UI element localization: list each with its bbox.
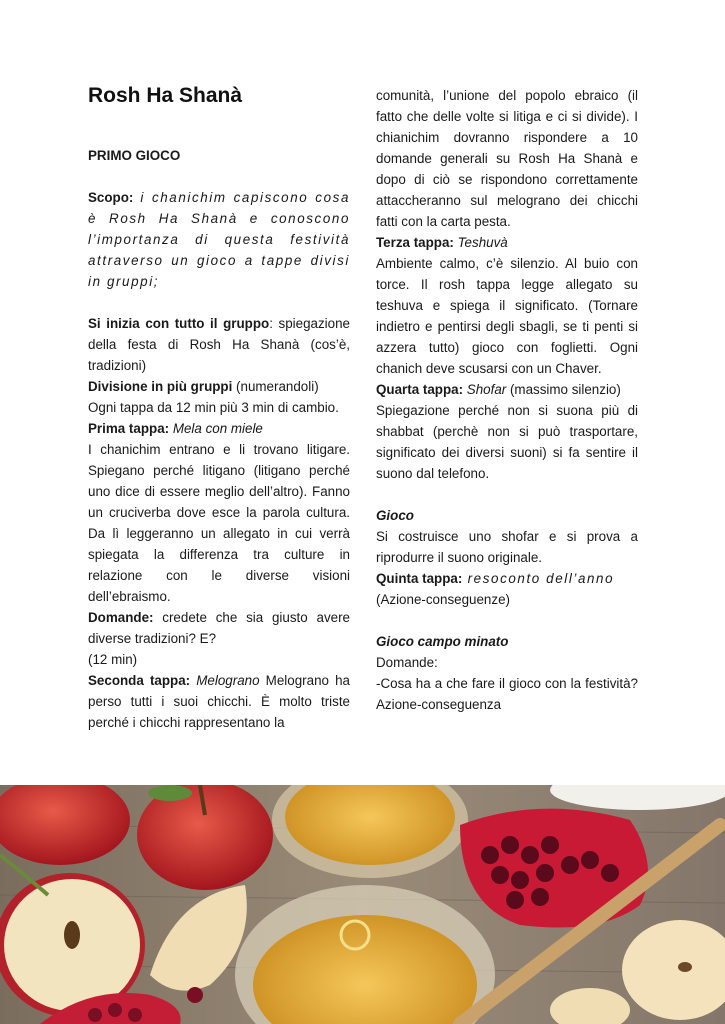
food-photo-illustration <box>0 785 725 1024</box>
inizio-paragraph <box>88 313 350 376</box>
apples-honey-pomegranate-photo <box>0 785 725 1024</box>
durata-text: (12 min) <box>88 652 138 667</box>
seconda-tappa-paragraph <box>88 670 350 733</box>
domande-paragraph <box>88 607 350 649</box>
seconda-tappa-continued: comunità, l’unione del popolo ebraico (il fatto che delle volte si litiga e ci si divide). I chianichim dovranno rispondere a 10 domande generali su Rosh Ha Shanà e dopo di ciò se rispondono correttamente attaccheranno sul melograno dei chicchi fatti con la carta pesta. <box>376 88 638 229</box>
terza-title: Teshuvà <box>453 235 508 250</box>
right-column <box>376 85 638 715</box>
quinta-title: resoconto dell’anno <box>462 571 615 586</box>
tappa-duration-text: Ogni tappa da 12 min più 3 min di cambio. <box>88 400 339 415</box>
scopo-text: i chanichim capiscono cosa è Rosh Ha Shanà e conoscono l’importanza di questa festività attraverso un gioco a tappe divisi in gruppi; <box>88 190 350 289</box>
prima-tappa-text: I chanichim entrano e li trovano litigare. Spiegano perché litigano (litigano perché uno dice di essere meglio dell’altro). Fanno un cruciverba dove esce la parola cultura. Da lì leggeranno un allegato in cui verrà spiegata la differenza tra culture in relazione con le diverse visioni dell’ebraismo. <box>88 442 350 604</box>
quinta-label: Quinta tappa: <box>376 571 463 586</box>
page-title: Rosh Ha Shanà <box>88 84 243 107</box>
seconda-title: Melograno <box>190 673 260 688</box>
prima-label: Prima tappa: <box>88 421 170 436</box>
domande-text: credete che sia giusto avere diverse tradizioni? E? <box>88 610 350 646</box>
quarta-tappa-heading <box>376 379 638 400</box>
gioco-text: Si costruisce uno shofar e si prova a riprodurre il suono originale. <box>376 529 638 565</box>
inizio-label: Si inizia con tutto il gruppo <box>88 316 270 331</box>
campo-minato-heading: Gioco campo minato <box>376 634 509 649</box>
divisione-text: (numerandoli) <box>232 379 319 394</box>
divisione-paragraph <box>88 376 350 397</box>
left-column <box>88 145 350 733</box>
inizio-text: : spiegazione della festa di Rosh Ha Shanà (cos’è, tradizioni) <box>88 316 350 373</box>
scopo-label: Scopo: <box>88 190 134 205</box>
prima-title: Mela con miele <box>169 421 263 436</box>
domande-label: Domande: <box>88 610 154 625</box>
quarta-tappa-text: Spiegazione perché non si suona più di shabbat (perchè non si può trasportare, significato dei diversi suoni) si fa sentire il suono dal telefono. <box>376 403 638 481</box>
seconda-text: Melograno ha perso tutti i suoi chicchi. È molto triste perché i chicchi rappresentano la <box>88 673 350 730</box>
section-heading: PRIMO GIOCO <box>88 148 181 163</box>
terza-label: Terza tappa: <box>376 235 454 250</box>
divisione-label: Divisione in più gruppi <box>88 379 233 394</box>
scopo-paragraph <box>88 187 350 292</box>
campo-text: -Cosa ha a che fare il gioco con la festività? Azione-conseguenza <box>376 676 638 712</box>
terza-tappa-heading <box>376 232 638 253</box>
quarta-note: (massimo silenzio) <box>506 382 621 397</box>
seconda-label: Seconda tappa: <box>88 673 191 688</box>
terza-tappa-text: Ambiente calmo, c’è silenzio. Al buio con torce. Il rosh tappa legge allegato su teshuva e spiega il significato. (Tornare indietro e pentirsi degli sbagli, se ti penti si azzera tutto) gioco con foglietti. Ogni chanich deve scusarsi con un Chaver. <box>376 256 638 376</box>
quarta-label: Quarta tappa: <box>376 382 464 397</box>
apple-top <box>137 785 273 890</box>
quinta-tappa-heading <box>376 568 638 589</box>
gioco-heading: Gioco <box>376 508 414 523</box>
prima-tappa-heading <box>88 418 350 439</box>
quinta-tappa-text: (Azione-conseguenze) <box>376 592 510 607</box>
campo-domande-label: Domande: <box>376 655 438 670</box>
quarta-title: Shofar <box>463 382 507 397</box>
